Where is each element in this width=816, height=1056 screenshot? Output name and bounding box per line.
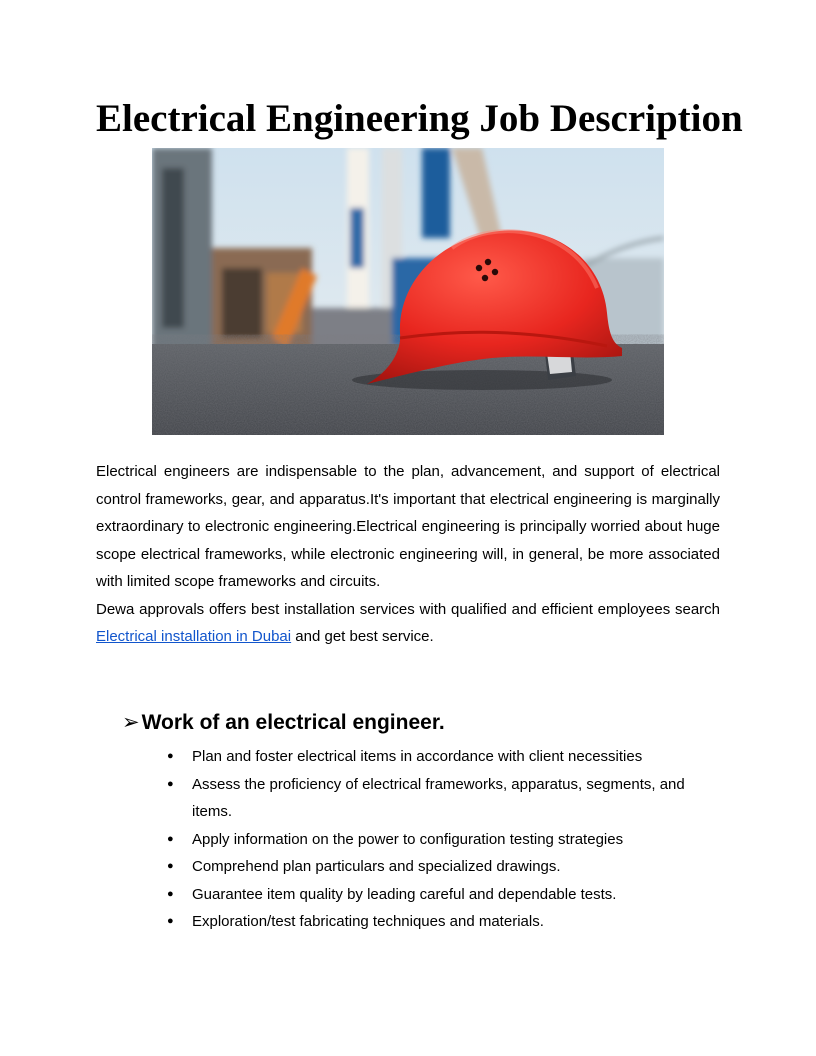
list-item	[167, 908, 727, 936]
bullet-icon: ●	[167, 860, 174, 872]
hard-hat-photo	[152, 148, 664, 435]
arrow-bullet-icon: ➢	[122, 710, 140, 734]
bullet-icon: ●	[167, 750, 174, 762]
intro-paragraph-1: Electrical engineers are indispensable to the plan, advancement, and support of electrical control frameworks, gear, and apparatus.It's important that electrical engineering is marginally extraordinary to electronic engineering.Electrical engineering is principally worried about huge scope electrical frameworks, while electronic engineering will, in general, be more associated with limited scope frameworks and circuits.	[96, 463, 720, 590]
section-heading-text: Work of an electrical engineer.	[141, 711, 445, 734]
bullet-icon: ●	[167, 915, 174, 927]
bullet-icon: ●	[167, 777, 174, 790]
intro-paragraph-2-text: Dewa approvals offers best installation services with qualified and efficient employees search	[96, 600, 720, 618]
hero-image	[152, 148, 664, 435]
list-item-text: Exploration/test fabricating techniques and materials.	[192, 913, 544, 930]
list-item-text: Assess the proficiency of electrical frameworks, apparatus, segments, and items.	[192, 775, 685, 820]
intro-text	[96, 458, 720, 651]
list-item	[167, 743, 727, 771]
bullet-icon: ●	[167, 887, 174, 900]
intro-paragraph-2-tail: and get best service.	[291, 628, 434, 645]
bullet-icon: ●	[167, 832, 174, 845]
page-title: Electrical Engineering Job Description	[96, 97, 743, 140]
list-item	[167, 881, 727, 909]
list-item-text: Plan and foster electrical items in accordance with client necessities	[192, 748, 643, 765]
list-item-text: Comprehend plan particulars and specialized drawings.	[192, 858, 561, 875]
list-item-text: Guarantee item quality by leading careful and dependable tests.	[192, 885, 617, 903]
list-item	[167, 853, 727, 881]
duties-list	[167, 743, 727, 936]
section-heading	[122, 707, 445, 738]
intro-paragraph-2	[96, 596, 720, 651]
electrical-installation-link[interactable]: Electrical installation in Dubai	[96, 628, 292, 645]
list-item	[167, 826, 727, 854]
list-item	[167, 771, 727, 826]
list-item-text: Apply information on the power to configuration testing strategies	[192, 830, 624, 848]
